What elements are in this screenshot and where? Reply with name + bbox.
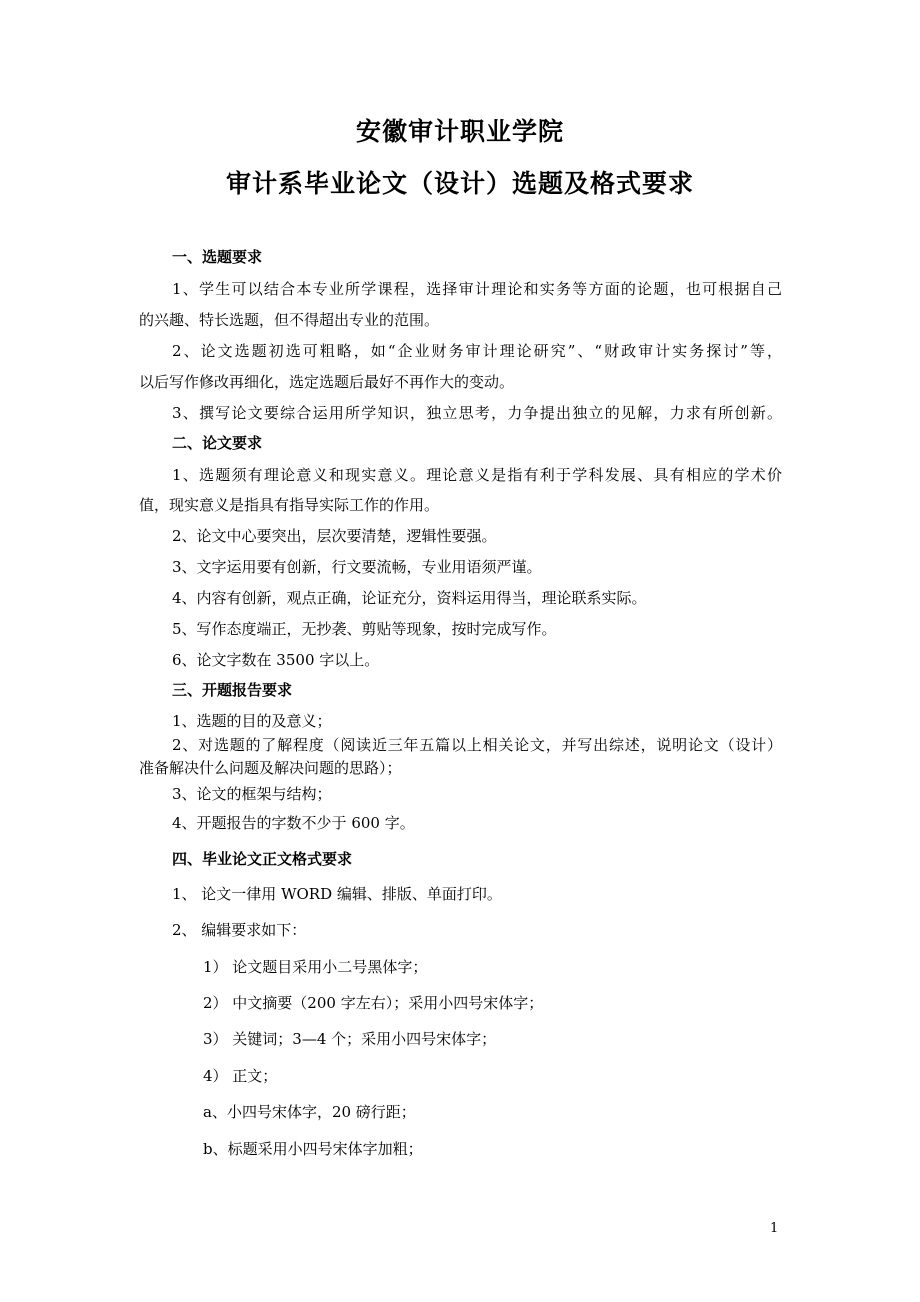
paragraph-line: 准备解决什么问题及解决问题的思路）；	[139, 759, 402, 777]
document-title-line1: 安徽审计职业学院	[355, 117, 564, 146]
paragraph-line: 6、论文字数在 3500 字以上。	[172, 651, 380, 669]
paragraph-line: 1、选题须有理论意义和现实意义。理论意义是指有利于学科发展、具有相应的学术价	[172, 466, 782, 484]
paragraph-line: 3、论文的框架与结构；	[172, 785, 332, 803]
list-item: 3） 关键词；3—4 个；采用小四号宋体字；	[203, 1030, 497, 1048]
paragraph-line: 1、学生可以结合本专业所学课程，选择审计理论和实务等方面的论题，也可根据自己	[172, 280, 782, 298]
paragraph-line: 3、撰写论文要综合运用所学知识，独立思考，力争提出独立的见解，力求有所创新。	[172, 404, 782, 422]
paragraph-line: 2、论文中心要突出，层次要清楚，逻辑性要强。	[172, 527, 497, 545]
list-item: 4） 正文；	[203, 1067, 278, 1085]
paragraph-line: 2、 编辑要求如下：	[172, 921, 307, 939]
paragraph-line: 3、文字运用要有创新，行文要流畅，专业用语须严谨。	[172, 558, 542, 576]
paragraph-line: 1、选题的目的及意义；	[172, 712, 332, 730]
paragraph-line: 4、内容有创新，观点正确，论证充分，资料运用得当，理论联系实际。	[172, 589, 647, 607]
paragraph-line: 5、写作态度端正，无抄袭、剪贴等现象，按时完成写作。	[172, 620, 557, 638]
section-heading: 四、毕业论文正文格式要求	[172, 850, 353, 868]
paragraph-line: 4、开题报告的字数不少于 600 字。	[172, 814, 415, 832]
list-item: a、小四号宋体字，20 磅行距；	[203, 1103, 416, 1121]
page-number: 1	[770, 1221, 779, 1236]
paragraph-line: 值，现实意义是指具有指导实际工作的作用。	[139, 496, 440, 514]
section-heading: 一、选题要求	[172, 248, 263, 266]
list-item: 1） 论文题目采用小二号黑体字；	[203, 958, 428, 976]
paragraph-line: 1、 论文一律用 WORD 编辑、排版、单面打印。	[172, 885, 502, 903]
section-heading: 三、开题报告要求	[172, 681, 293, 699]
paragraph-line: 2、对选题的了解程度（阅读近三年五篇以上相关论文，并写出综述，说明论文（设计）	[172, 736, 782, 754]
paragraph-line: 的兴趣、特长选题，但不得超出专业的范围。	[139, 311, 440, 329]
section-heading: 二、论文要求	[172, 434, 263, 452]
list-item: b、标题采用小四号宋体字加粗；	[203, 1140, 423, 1158]
paragraph-line: 2、论文选题初选可粗略，如“企业财务审计理论研究”、“财政审计实务探讨”等，	[172, 342, 782, 360]
list-item: 2） 中文摘要（200 字左右）；采用小四号宋体字；	[203, 994, 544, 1012]
paragraph-line: 以后写作修改再细化，选定选题后最好不再作大的变动。	[139, 373, 515, 391]
document-title-line2: 审计系毕业论文（设计）选题及格式要求	[225, 169, 694, 198]
